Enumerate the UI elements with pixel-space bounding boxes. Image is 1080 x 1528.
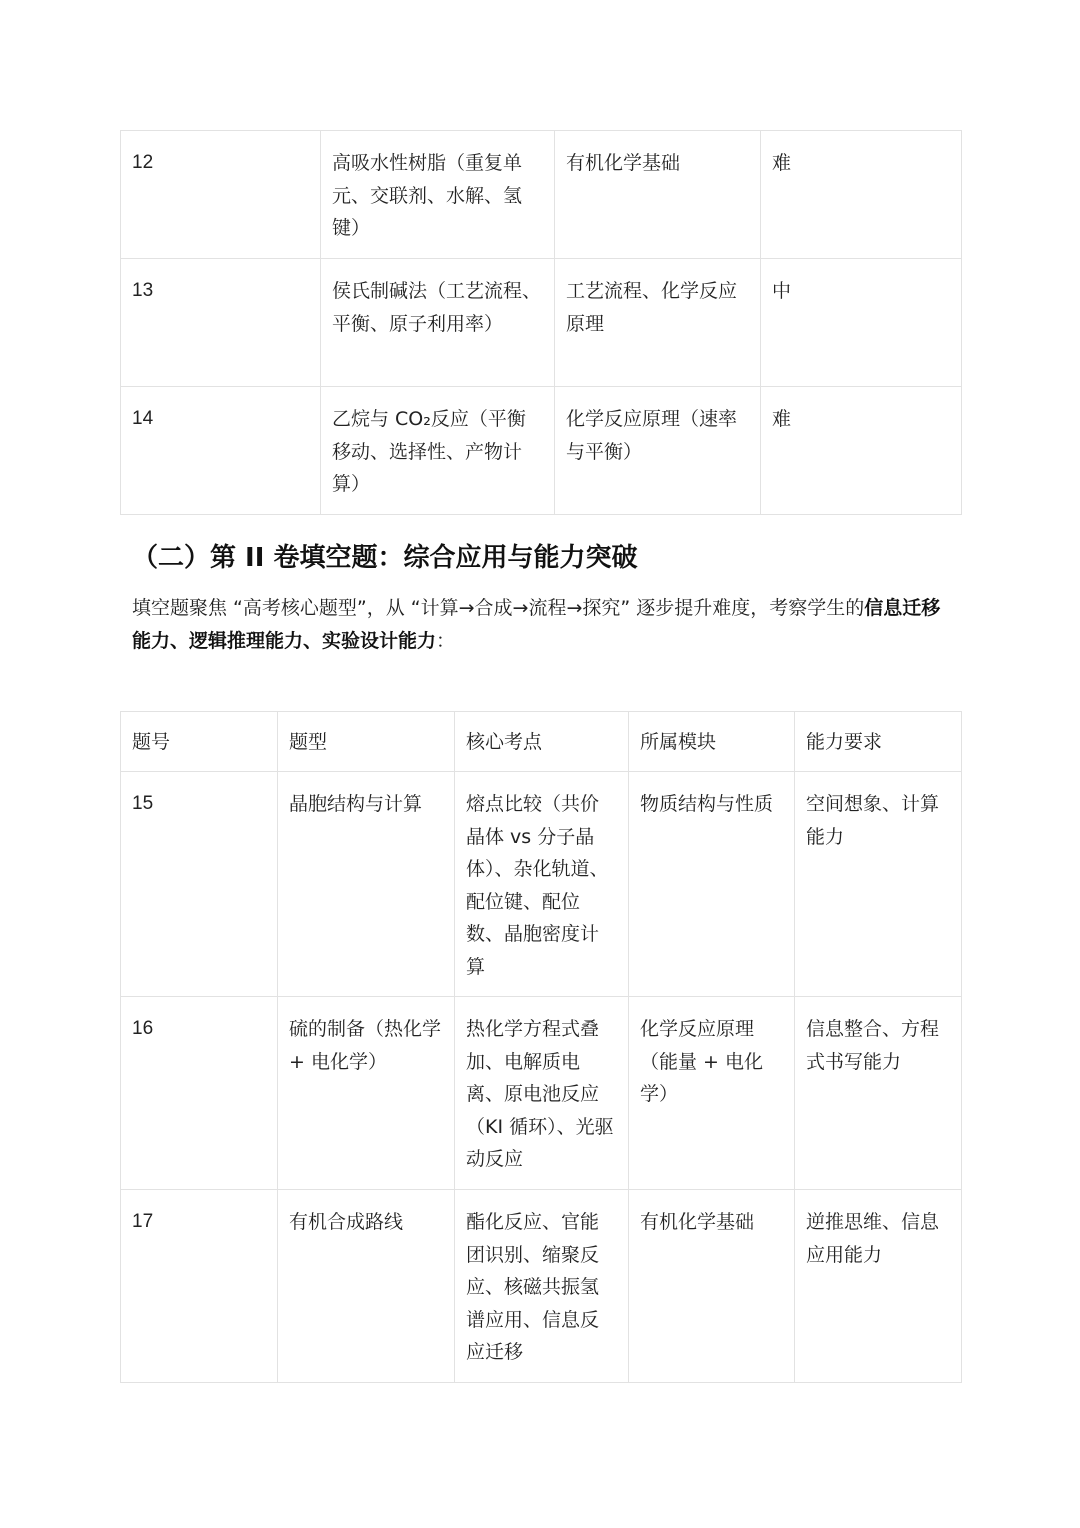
module-cell: 有机化学基础 (629, 1190, 795, 1383)
ability-cell: 空间想象、计算能力 (795, 772, 962, 997)
difficulty-cell: 难 (761, 387, 962, 515)
module-cell: 物质结构与性质 (629, 772, 795, 997)
table-row (121, 997, 962, 1190)
header-ability: 能力要求 (795, 712, 962, 772)
difficulty-cell: 中 (761, 259, 962, 387)
header-module: 所属模块 (629, 712, 795, 772)
header-no: 题号 (121, 712, 278, 772)
question-number: 17 (121, 1190, 278, 1383)
table-row (121, 131, 962, 259)
question-table-part1 (120, 130, 962, 515)
question-number: 16 (121, 997, 278, 1190)
table-header-row (121, 712, 962, 772)
intro-text: 填空题聚焦 “高考核心题型”，从 “计算→合成→流程→探究” 逐步提升难度，考察学生的 (132, 597, 865, 619)
table-row (121, 387, 962, 515)
question-number: 12 (121, 131, 321, 259)
topic-cell: 乙烷与 CO₂反应（平衡移动、选择性、产物计算） (321, 387, 555, 515)
topic-cell: 侯氏制碱法（工艺流程、平衡、原子利用率） (321, 259, 555, 387)
module-cell: 化学反应原理（能量 + 电化学） (629, 997, 795, 1190)
table-row (121, 259, 962, 387)
points-cell: 熔点比较（共价晶体 vs 分子晶体）、杂化轨道、配位键、配位数、晶胞密度计算 (455, 772, 629, 997)
type-cell: 晶胞结构与计算 (278, 772, 455, 997)
question-number: 13 (121, 259, 321, 387)
type-cell: 硫的制备（热化学 + 电化学） (278, 997, 455, 1190)
difficulty-cell: 难 (761, 131, 962, 259)
question-number: 14 (121, 387, 321, 515)
table-row (121, 1190, 962, 1383)
header-type: 题型 (278, 712, 455, 772)
section-heading: （二）第 II 卷填空题：综合应用与能力突破 (132, 543, 638, 573)
header-points: 核心考点 (455, 712, 629, 772)
intro-end: ： (436, 630, 456, 652)
intro-bold-abilities: 信息迁移能力、逻辑推理能力、实验设计能力 (132, 597, 941, 652)
points-cell: 酯化反应、官能团识别、缩聚反应、核磁共振氢谱应用、信息反应迁移 (455, 1190, 629, 1383)
ability-cell: 逆推思维、信息应用能力 (795, 1190, 962, 1383)
type-cell: 有机合成路线 (278, 1190, 455, 1383)
question-table-part2 (120, 711, 962, 1383)
module-cell: 化学反应原理（速率与平衡） (555, 387, 761, 515)
table-row (121, 772, 962, 997)
module-cell: 工艺流程、化学反应原理 (555, 259, 761, 387)
question-number: 15 (121, 772, 278, 997)
ability-cell: 信息整合、方程式书写能力 (795, 997, 962, 1190)
topic-cell: 高吸水性树脂（重复单元、交联剂、水解、氢键） (321, 131, 555, 259)
section-intro (132, 592, 952, 658)
module-cell: 有机化学基础 (555, 131, 761, 259)
points-cell: 热化学方程式叠加、电解质电离、原电池反应（KI 循环）、光驱动反应 (455, 997, 629, 1190)
